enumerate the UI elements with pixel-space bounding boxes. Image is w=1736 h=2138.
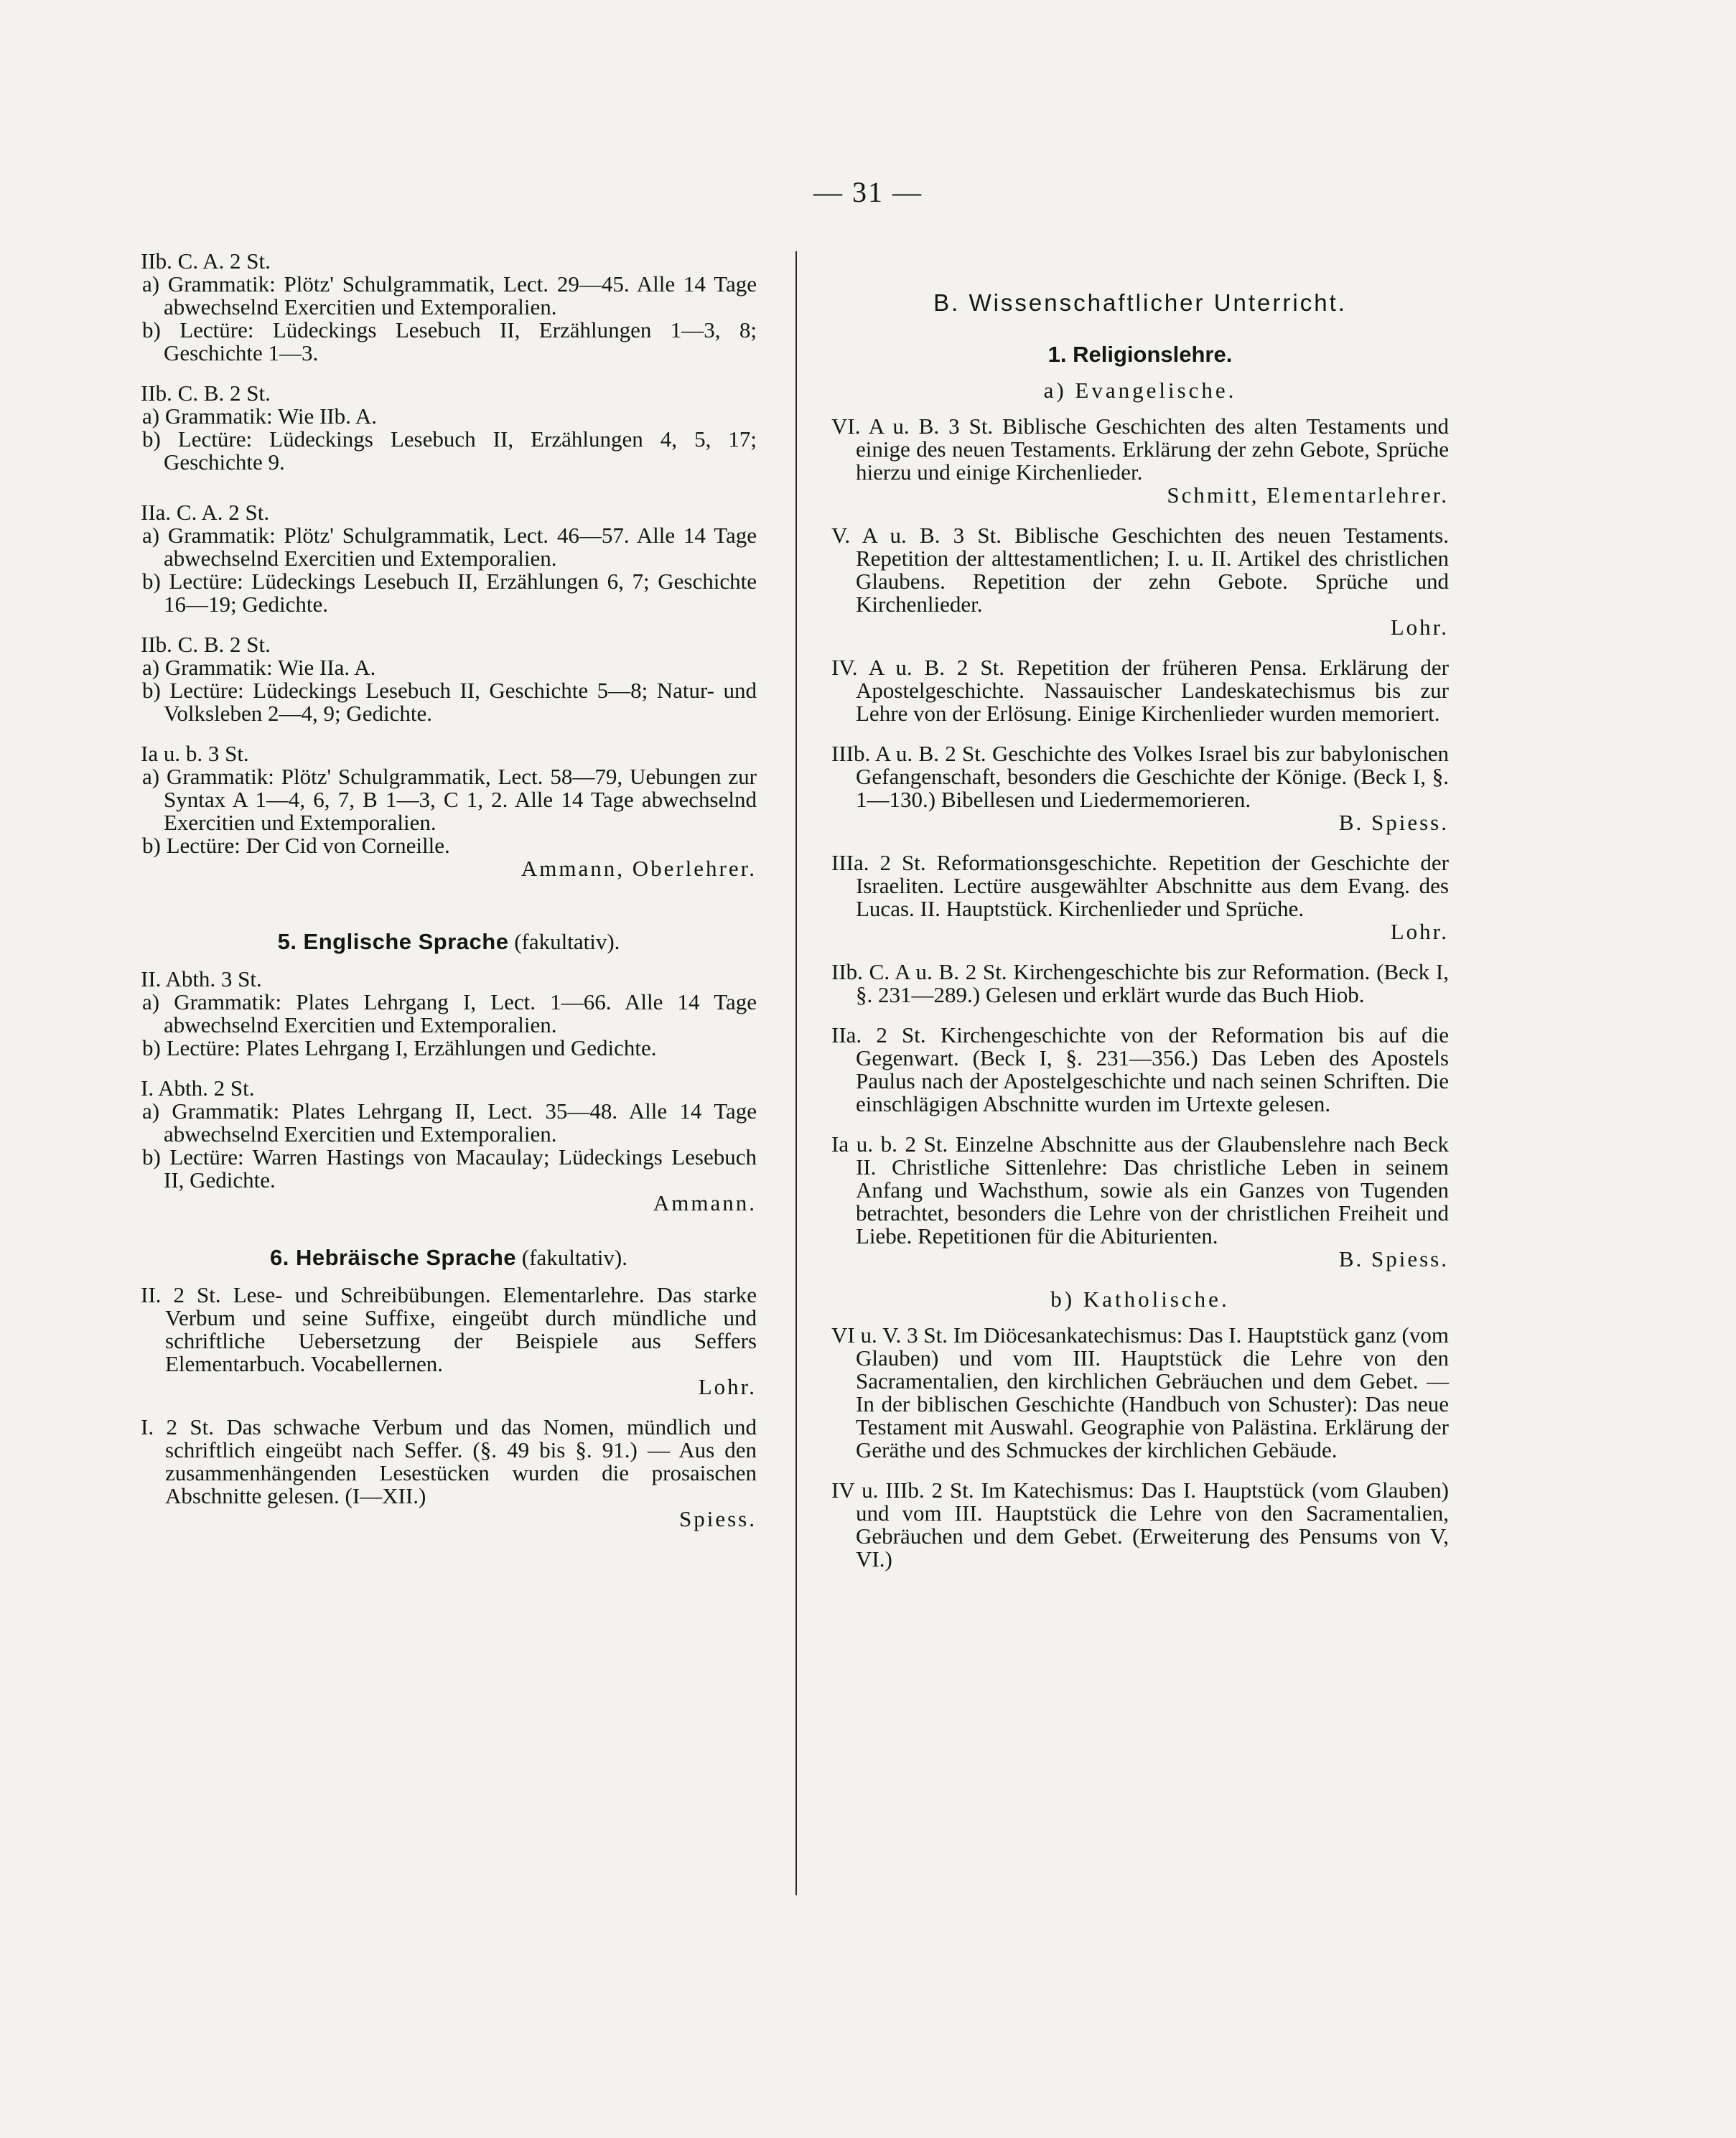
list-item: a) Grammatik: Plates Lehrgang I, Lect. 1—66. Alle 14 Tage abwechselnd Exercitien und Extemporalien. <box>142 989 757 1037</box>
class-heading: IIb. C. A. 2 St. <box>141 248 271 274</box>
list-item: b) Lectüre: Plates Lehrgang I, Erzählungen und Gedichte. <box>142 1035 657 1060</box>
class-block <box>141 633 757 725</box>
list-item: b) Lectüre: Lüdeckings Lesebuch II, Geschichte 5—8; Natur- und Volksleben 2—4, 9; Gedichte. <box>142 678 757 726</box>
page-number: — 31 — <box>813 176 923 208</box>
section-title-hebrew <box>141 1246 757 1269</box>
paragraph: IIb. C. A u. B. 2 St. Kirchengeschichte bis zur Reformation. (Beck I, §. 231—289.) Gelesen und erklärt wurde das Buch Hiob. <box>831 959 1449 1007</box>
teacher-signature: Schmitt, Elementarlehrer. <box>1167 482 1449 508</box>
paragraph-block <box>831 1479 1449 1571</box>
column-divider <box>795 251 797 1895</box>
paragraph: IV u. IIIb. 2 St. Im Katechismus: Das I. Hauptstück (vom Glauben) und vom III. Hauptstück die Lehre von den Sacramentalien, Gebräuchen und dem Gebet. (Erweiterung des Pensums von V, VI.) <box>831 1478 1449 1572</box>
class-block <box>141 501 757 616</box>
right-column <box>831 250 1449 1588</box>
paragraph-block <box>831 1324 1449 1462</box>
list-item: b) Lectüre: Lüdeckings Lesebuch II, Erzählungen 6, 7; Geschichte 16—19; Gedichte. <box>142 569 757 617</box>
class-heading: Ia u. b. 3 St. <box>141 741 249 766</box>
list-item: b) Lectüre: Lüdeckings Lesebuch II, Erzählungen 4, 5, 17; Geschichte 9. <box>142 426 757 475</box>
list-item: a) Grammatik: Plötz' Schulgrammatik, Lect. 58—79, Uebungen zur Syntax A 1—4, 6, 7, B 1—3, C 1, 2. Alle 14 Tage abwechselnd Exercitien und Extemporalien. <box>142 764 757 835</box>
paragraph: IIIa. 2 St. Reformationsgeschichte. Repetition der Geschichte der Israeliten. Lectüre ausgewählter Abschnitte aus dem Evang. des Lucas. II. Hauptstück. Kirchenlieder und Sprüche. <box>831 850 1449 921</box>
class-block <box>141 250 757 365</box>
paragraph-block <box>831 415 1449 507</box>
paragraph: V. A u. B. 3 St. Biblische Geschichten des neuen Testaments. Repetition der alttestamentlichen; I. u. II. Artikel des christlichen Glaubens. Repetition der zehn Gebote. Sprüche und Kirchenlieder. <box>831 523 1449 617</box>
paragraph-block <box>831 742 1449 834</box>
teacher-signature: Lohr. <box>1390 919 1449 944</box>
paragraph: VI u. V. 3 St. Im Diöcesankatechismus: Das I. Hauptstück ganz (vom Glauben) und vom III. Hauptstück die Lehre von den Sacramentalien, den kirchlichen Gebräuchen und dem Gebet. — In der biblischen Geschichte (Handbuch von Schuster): Das neue Testament mit Auswahl. Geographie von Palästina. Erklärung der Geräthe und des Schmuckes der kirchlichen Gebäude. <box>831 1322 1449 1462</box>
subsection-title: a) Evangelische. <box>1043 378 1237 403</box>
paragraph: IIa. 2 St. Kirchengeschichte von der Reformation bis auf die Gegenwart. (Beck I, §. 231—356.) Das Leben des Apostels Paulus nach der Apostelgeschichte und nach seinen Schriften. Die einschlägigen Abschnitte wurden im Urtexte gelesen. <box>831 1022 1449 1116</box>
section-title-bold: 1. Religionslehre. <box>1047 342 1233 367</box>
subsection-title: b) Katholische. <box>1050 1287 1230 1312</box>
class-block <box>141 1077 757 1215</box>
class-heading: II. Abth. 3 St. <box>141 966 262 991</box>
paragraph-block <box>831 524 1449 639</box>
section-title-religion <box>831 343 1449 366</box>
section-title-rest: (fakultativ). <box>508 929 620 954</box>
section-title-bold: 6. Hebräische Sprache <box>269 1245 517 1270</box>
list-item: a) Grammatik: Plötz' Schulgrammatik, Lect. 29—45. Alle 14 Tage abwechselnd Exercitien und Extemporalien. <box>142 271 757 319</box>
teacher-signature: Ammann. <box>653 1190 757 1215</box>
list-item: b) Lectüre: Warren Hastings von Macaulay; Lüdeckings Lesebuch II, Gedichte. <box>142 1144 757 1192</box>
class-block <box>141 742 757 880</box>
paragraph: I. 2 St. Das schwache Verbum und das Nomen, mündlich und schriftlich eingeübt nach Seffer. (§. 49 bis §. 91.) — Aus den zusammenhängenden Lesestücken wurden die prosaischen Abschnitte gelesen. (I—XII.) <box>141 1414 757 1508</box>
class-heading: IIb. C. B. 2 St. <box>141 381 271 406</box>
paragraph: II. 2 St. Lese- und Schreibübungen. Elementarlehre. Das starke Verbum und seine Suffixe, eingeübt durch mündliche und schriftliche Uebersetzung der Beispiele aus Seffers Elementarbuch. Vocabellernen. <box>141 1282 757 1376</box>
class-block <box>141 968 757 1060</box>
paragraph-block <box>141 1284 757 1399</box>
paragraph-block <box>831 1133 1449 1271</box>
paragraph-block <box>831 961 1449 1007</box>
list-item: b) Lectüre: Lüdeckings Lesebuch II, Erzählungen 1—3, 8; Geschichte 1—3. <box>142 317 757 365</box>
list-item: b) Lectüre: Der Cid von Corneille. <box>142 833 450 858</box>
paragraph-block <box>141 1416 757 1531</box>
paragraph-block <box>831 1024 1449 1116</box>
teacher-signature: Lohr. <box>1390 615 1449 640</box>
class-heading: IIa. C. A. 2 St. <box>141 500 270 525</box>
teacher-signature: Ammann, Oberlehrer. <box>521 856 757 881</box>
paragraph-block <box>831 851 1449 943</box>
paragraph: IV. A u. B. 2 St. Repetition der früheren Pensa. Erklärung der Apostelgeschichte. Nassauischer Landeskatechismus bis zur Lehre von der Erlösung. Einige Kirchenlieder wurden memoriert. <box>831 655 1449 726</box>
left-column <box>141 250 757 1548</box>
main-title: B. Wissenschaftlicher Unterricht. <box>933 289 1347 316</box>
paragraph: Ia u. b. 2 St. Einzelne Abschnitte aus der Glaubenslehre nach Beck II. Christliche Sittenlehre: Das christliche Leben in seinem Anfang und Wachsthum, sowie als ein Ganzes von Tugenden betrachtet, besonders die Lehre von der christlichen Freiheit und Liebe. Repetitionen für die Abiturienten. <box>831 1131 1449 1248</box>
class-heading: I. Abth. 2 St. <box>141 1075 255 1101</box>
teacher-signature: B. Spiess. <box>1338 810 1449 835</box>
paragraph-block <box>831 656 1449 725</box>
class-block <box>141 382 757 474</box>
section-title-english <box>141 930 757 953</box>
list-item: a) Grammatik: Wie IIb. A. <box>142 403 378 429</box>
list-item: a) Grammatik: Wie IIa. A. <box>142 655 376 680</box>
teacher-signature: Lohr. <box>698 1374 757 1399</box>
teacher-signature: Spiess. <box>679 1506 757 1531</box>
teacher-signature: B. Spiess. <box>1338 1246 1449 1271</box>
section-title-rest: (fakultativ). <box>516 1245 627 1270</box>
paragraph: VI. A u. B. 3 St. Biblische Geschichten des alten Testaments und einige des neuen Testaments. Erklärung der zehn Gebote, Sprüche hierzu und einige Kirchenlieder. <box>831 414 1449 485</box>
list-item: a) Grammatik: Plötz' Schulgrammatik, Lect. 46—57. Alle 14 Tage abwechselnd Exercitien und Extemporalien. <box>142 523 757 571</box>
paragraph: IIIb. A u. B. 2 St. Geschichte des Volkes Israel bis zur babylonischen Gefangenschaft, besonders die Geschichte der Könige. (Beck I, §. 1—130.) Bibellesen und Liedermemorieren. <box>831 741 1449 812</box>
class-heading: IIb. C. B. 2 St. <box>141 632 271 657</box>
section-title-bold: 5. Englische Sprache <box>277 929 509 954</box>
list-item: a) Grammatik: Plates Lehrgang II, Lect. 35—48. Alle 14 Tage abwechselnd Exercitien und Extemporalien. <box>142 1098 757 1147</box>
